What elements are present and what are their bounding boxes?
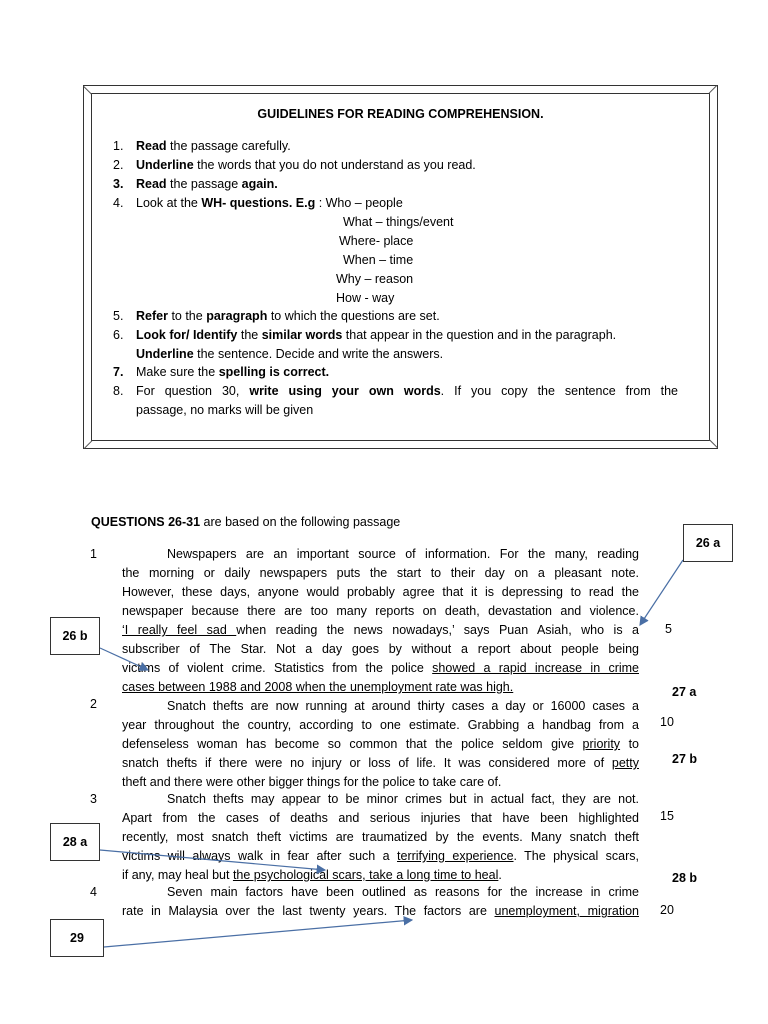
item-6-bold-2: similar words — [261, 328, 343, 342]
passage-line: Snatch thefts may appear to be minor crimes but in actual fact, they are not. — [167, 792, 639, 806]
passage-line: newspaper because there are too many reports on death, devastation and violence. — [122, 604, 639, 618]
annotation-box-26a: 26 a — [683, 524, 733, 562]
item-1-bold: Read — [136, 139, 167, 153]
item-7-number: 7. — [113, 365, 124, 379]
passage-line: theft and there were other bigger things for the police to take care of. — [122, 775, 502, 789]
passage-text: rate in Malaysia over the last twenty years. The factors are — [122, 904, 495, 918]
underlined-word: priority — [582, 737, 621, 751]
annotation-box-29: 29 — [50, 919, 104, 957]
guideline-item-8-continued: passage, no marks will be given — [136, 403, 314, 417]
passage-text: defenseless woman has become so common that the police seldom give — [122, 737, 583, 751]
item-7-text: Make sure the — [136, 365, 219, 379]
item-8-text-1: For question 30, — [136, 384, 250, 398]
item-4-number: 4. — [113, 196, 124, 210]
line-number-10: 10 — [660, 715, 674, 729]
arrow-28a — [100, 850, 325, 870]
item-3-text: the passage — [166, 177, 242, 191]
item-6-text-1: the — [237, 328, 262, 342]
line-number-20: 20 — [660, 903, 674, 917]
wh-why: Why – reason — [336, 272, 414, 286]
item-5-text-2: to which the questions are set. — [267, 309, 440, 323]
item-6b-text: the sentence. Decide and write the answers. — [193, 347, 444, 361]
passage-line: year throughout the country, according to one estimate. Grabbing a handbag from a — [122, 718, 639, 732]
item-8-text-2: . If you copy the sentence from the — [440, 384, 678, 398]
passage-text: when reading the news nowadays,’ says Puan Asiah, who is a — [236, 623, 639, 637]
item-8-bold: write using your own words — [249, 384, 441, 398]
paragraph-2-number: 2 — [90, 697, 97, 711]
arrow-26a — [640, 560, 683, 625]
underlined-phrase: ‘I really feel sad — [122, 623, 237, 637]
item-5-bold-2: paragraph — [206, 309, 268, 323]
label-27a: 27 a — [672, 685, 697, 699]
paragraph-4-number: 4 — [90, 885, 97, 899]
item-6-number: 6. — [113, 328, 124, 342]
label-28b: 28 b — [672, 871, 698, 885]
item-4-text-1: Look at the — [136, 196, 202, 210]
passage-text: victims of violent crime. Statistics from the police — [122, 661, 433, 675]
line-number-15: 15 — [660, 809, 674, 823]
underlined-phrase: the psychological scars, take a long time to heal — [232, 868, 499, 882]
item-2-number: 2. — [113, 158, 124, 172]
passage-line: Seven main factors have been outlined as reasons for the increase in crime — [167, 885, 639, 899]
underlined-word: petty — [611, 756, 639, 770]
annotation-box-26b: 26 b — [50, 617, 100, 655]
paragraph-3-number: 3 — [90, 792, 97, 806]
item-3-number: 3. — [113, 177, 124, 191]
passage-text: to — [620, 737, 640, 751]
item-1-text: the passage carefully. — [166, 139, 291, 153]
item-6-bold-1: Look for/ Identify — [136, 328, 238, 342]
wh-where: Where- place — [339, 234, 414, 248]
item-3-bold-1: Read — [136, 177, 167, 191]
wh-when: When – time — [343, 253, 414, 267]
passage-text: snatch thefts if there were no injury or loss of life. It was considered more of — [122, 756, 612, 770]
passage-line: subscriber of The Star. Not a day goes by without a report about people being — [122, 642, 639, 656]
passage-line: the morning or daily newspapers puts the start to their day on a pleasant note. — [122, 566, 639, 580]
passage-line: However, these days, anyone would probably agree that it is depressing to read the — [122, 585, 639, 599]
annotation-box-28a: 28 a — [50, 823, 100, 861]
item-5-bold-1: Refer — [136, 309, 168, 323]
item-4-bold: WH- questions. E.g — [201, 196, 316, 210]
item-1-number: 1. — [113, 139, 124, 153]
guidelines-title: GUIDELINES FOR READING COMPREHENSION. — [257, 107, 544, 121]
item-5-number: 5. — [113, 309, 124, 323]
underlined-phrase: terrifying experience — [397, 849, 514, 863]
underlined-phrase: cases between 1988 and 2008 when the unemployment rate was high. — [122, 680, 514, 694]
arrow-29 — [104, 920, 412, 947]
item-5-text-1: to the — [167, 309, 207, 323]
questions-heading-text: are based on the following passage — [200, 515, 401, 529]
paragraph-1-number: 1 — [90, 547, 97, 561]
passage-text: victims will always walk in fear after such a — [122, 849, 398, 863]
item-6b-bold: Underline — [136, 347, 194, 361]
item-8-number: 8. — [113, 384, 124, 398]
passage-text: . The physical scars, — [513, 849, 640, 863]
underlined-phrase: showed a rapid increase in crime — [432, 661, 639, 675]
item-7-bold: spelling is correct. — [218, 365, 330, 379]
item-4-text-2: : Who – people — [315, 196, 403, 210]
item-3-bold-2: again. — [241, 177, 278, 191]
wh-how: How - way — [336, 291, 395, 305]
passage-text: . — [498, 868, 502, 882]
passage-line: recently, most snatch theft victims are traumatized by the events. Many snatch theft — [122, 830, 639, 844]
item-6-text-2: that appear in the question and in the paragraph. — [342, 328, 617, 342]
label-27b: 27 b — [672, 752, 698, 766]
item-2-bold: Underline — [136, 158, 194, 172]
underlined-phrase: unemployment, migration — [494, 904, 639, 918]
arrow-26b — [100, 648, 148, 670]
passage-line: Newspapers are an important source of information. For the many, reading — [167, 547, 639, 561]
wh-what: What – things/event — [343, 215, 454, 229]
item-2-text: the words that you do not understand as you read. — [193, 158, 476, 172]
passage-text: if any, may heal but — [122, 868, 233, 882]
passage-line: Snatch thefts are now running at around thirty cases a day or 16000 cases a — [167, 699, 639, 713]
questions-heading-bold: QUESTIONS 26-31 — [91, 515, 201, 529]
line-number-5: 5 — [665, 622, 672, 636]
passage-line: Apart from the cases of deaths and serious injuries that have been highlighted — [122, 811, 639, 825]
